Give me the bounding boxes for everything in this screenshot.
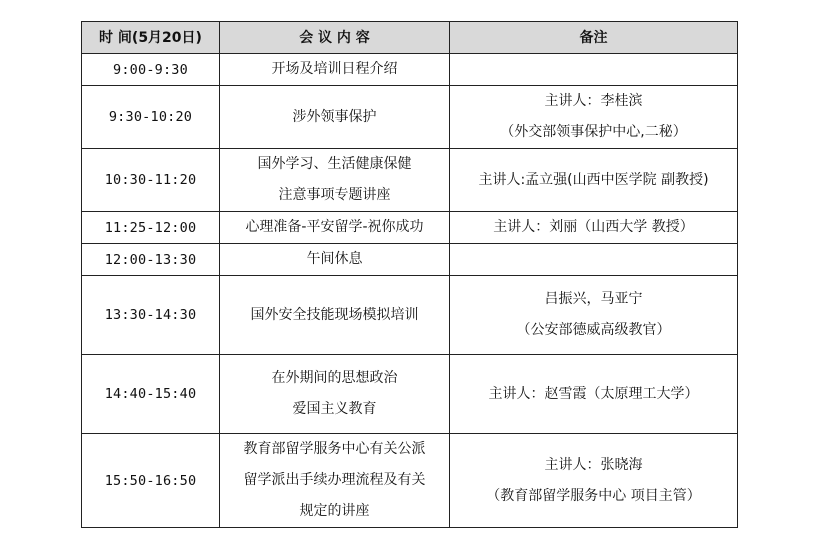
notes-cell [450, 434, 738, 528]
content-cell [220, 212, 450, 244]
content-line: 国外安全技能现场模拟培训 [250, 306, 419, 323]
notes-line: 主讲人：赵雪霞（太原理工大学） [488, 385, 699, 402]
time-cell: 15:50-16:50 [82, 434, 220, 528]
content-line: 在外期间的思想政治 [271, 370, 398, 386]
content-line: 注意事项专题讲座 [278, 187, 391, 203]
content-line: 爱国主义教育 [292, 401, 377, 417]
content-line: 涉外领事保护 [292, 108, 377, 125]
content-line: 开场及培训日程介绍 [271, 61, 398, 77]
notes-column-header: 备注 [450, 22, 738, 54]
content-cell [220, 86, 450, 149]
time-cell: 9:30-10:20 [82, 86, 220, 149]
content-line: 规定的讲座 [299, 503, 370, 519]
notes-cell [450, 149, 738, 212]
content-line: 心理准备-平安留学-祝你成功 [245, 219, 424, 235]
content-cell [220, 54, 450, 86]
time-cell: 9:00-9:30 [82, 54, 220, 86]
table-row [82, 54, 738, 86]
notes-line: 主讲人：李桂滨 [544, 93, 643, 109]
content-cell [220, 434, 450, 528]
table-row [82, 434, 738, 528]
notes-cell [450, 86, 738, 149]
content-cell [220, 355, 450, 434]
time-cell: 10:30-11:20 [82, 149, 220, 212]
table-row [82, 149, 738, 212]
notes-cell [450, 355, 738, 434]
time-cell: 11:25-12:00 [82, 212, 220, 244]
table-header-row [82, 22, 738, 54]
notes-line: 主讲人：刘丽（山西大学 教授） [493, 219, 694, 235]
time-cell: 12:00-13:30 [82, 244, 220, 276]
notes-line: 主讲人：张晓海 [544, 456, 643, 473]
table-row [82, 212, 738, 244]
table-row [82, 86, 738, 149]
schedule-table [81, 21, 738, 528]
notes-line: （外交部领事保护中心,二秘） [500, 124, 687, 140]
content-line: 教育部留学服务中心有关公派 [243, 441, 426, 457]
notes-line: （教育部留学服务中心 项目主管） [486, 487, 701, 504]
content-line: 留学派出手续办理流程及有关 [243, 472, 426, 488]
content-column-header: 会 议 内 容 [220, 22, 450, 54]
notes-line: 吕振兴，马亚宁 [544, 291, 643, 307]
notes-line: 主讲人:孟立强(山西中医学院 副教授) [478, 171, 709, 188]
table-row [82, 244, 738, 276]
notes-cell [450, 212, 738, 244]
notes-cell [450, 54, 738, 86]
table-row [82, 355, 738, 434]
notes-cell [450, 276, 738, 355]
content-line: 午间休息 [306, 251, 363, 267]
notes-cell [450, 244, 738, 276]
notes-line: （公安部德威高级教官） [516, 322, 671, 338]
time-cell: 13:30-14:30 [82, 276, 220, 355]
time-column-header: 时 间(5月20日) [82, 22, 220, 54]
content-cell [220, 149, 450, 212]
content-cell [220, 244, 450, 276]
content-line: 国外学习、生活健康保健 [257, 156, 412, 172]
table-row [82, 276, 738, 355]
content-cell [220, 276, 450, 355]
time-cell: 14:40-15:40 [82, 355, 220, 434]
